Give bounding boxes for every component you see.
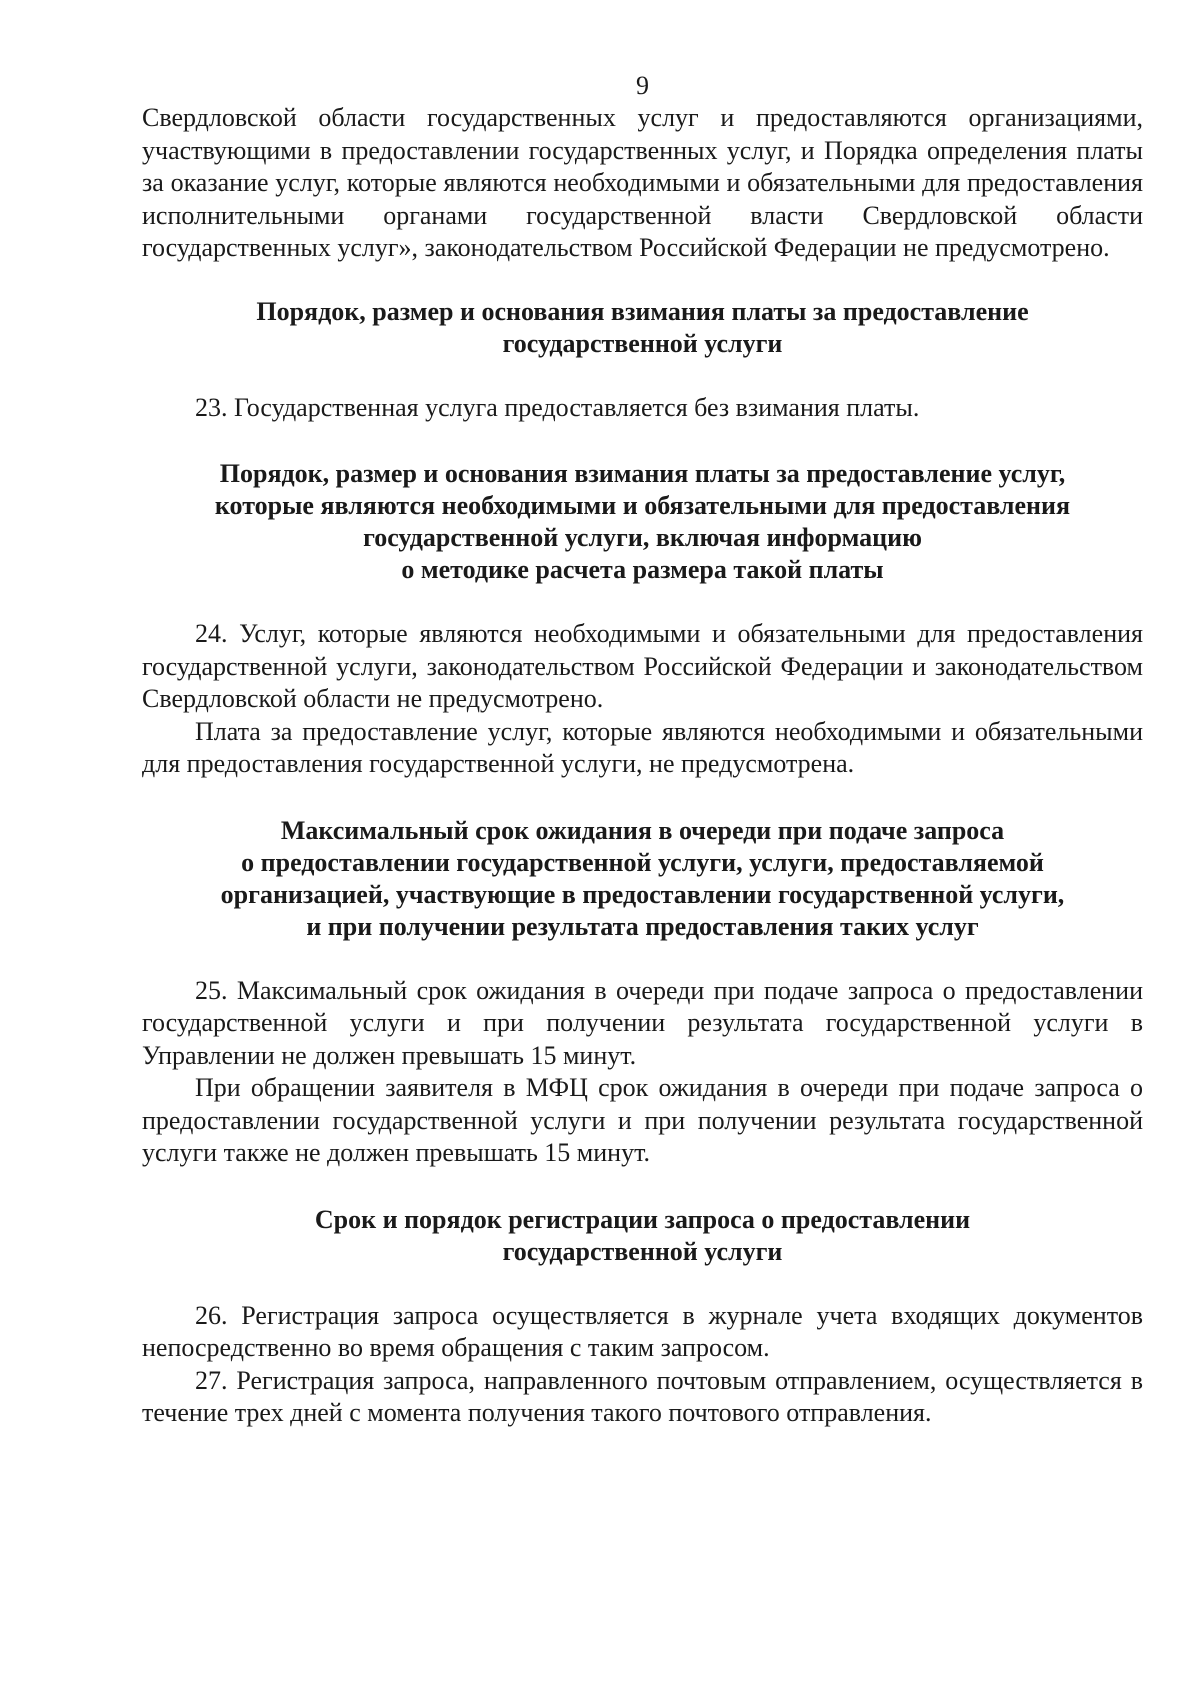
heading-line: Порядок, размер и основания взимания платы за предоставление [256, 296, 1029, 326]
page-content [142, 70, 1143, 1430]
paragraph-25: 25. Максимальный срок ожидания в очереди при подаче запроса о предоставлении государственной услуги и при получении результата государственной услуги в Управлении не должен превышать 15 минут. [142, 975, 1143, 1070]
heading-line: и при получении результата предоставления таких услуг [306, 911, 979, 941]
heading-line: которые являются необходимыми и обязательными для предоставления [214, 491, 1071, 520]
heading-line: государственной услуги [502, 1236, 783, 1266]
page-number: 9 [636, 71, 649, 100]
paragraph-26: 26. Регистрация запроса осуществляется в журнале учета входящих документов непосредственно во время обращения с таким запросом. [142, 1300, 1143, 1362]
heading-line: государственной услуги, включая информацию [363, 523, 922, 552]
section-heading-queue-time [142, 815, 1143, 943]
intro-paragraph: Свердловской области государственных услуг и предоставляются организациями, участвующими в предоставлении государственных услуг, и Порядка определения платы за оказание услуг, которые являются необходимыми и обязательными для предоставления исполнительными органами государственной власти Свердловской области государственных услуг», законодательством Российской Федерации не предусмотрено. [142, 103, 1143, 262]
heading-line: организацией, участвующие в предоставлении государственной услуги, [220, 879, 1065, 909]
heading-line: Максимальный срок ожидания в очереди при подаче запроса [280, 815, 1005, 845]
section-heading-fee [142, 296, 1143, 360]
paragraph-24-fee: Плата за предоставление услуг, которые являются необходимыми и обязательными для предоставления государственной услуги, не предусмотрена. [142, 716, 1143, 778]
section-heading-required-services-fee [142, 458, 1143, 586]
heading-line: Порядок, размер и основания взимания платы за предоставление услуг, [219, 459, 1066, 488]
paragraph-27: 27. Регистрация запроса, направленного почтовым отправлением, осуществляется в течение трех дней с момента получения такого почтового отправления. [142, 1365, 1143, 1427]
heading-line: Срок и порядок регистрации запроса о предоставлении [314, 1204, 971, 1234]
paragraph-24: 24. Услуг, которые являются необходимыми и обязательными для предоставления государственной услуги, законодательством Российской Федерации и законодательством Свердловской области не предусмотрено. [142, 619, 1143, 713]
heading-line: о предоставлении государственной услуги, услуги, предоставляемой [241, 847, 1044, 877]
section-heading-registration [142, 1204, 1143, 1268]
heading-line: о методике расчета размера такой платы [401, 555, 884, 584]
paragraph-25-mfc: При обращении заявителя в МФЦ срок ожидания в очереди при подаче запроса о предоставлении государственной услуги и при получении результата государственной услуги также не должен превышать 15 минут. [142, 1073, 1143, 1167]
heading-line: государственной услуги [502, 328, 783, 358]
paragraph-23: 23. Государственная услуга предоставляется без взимания платы. [195, 392, 920, 422]
